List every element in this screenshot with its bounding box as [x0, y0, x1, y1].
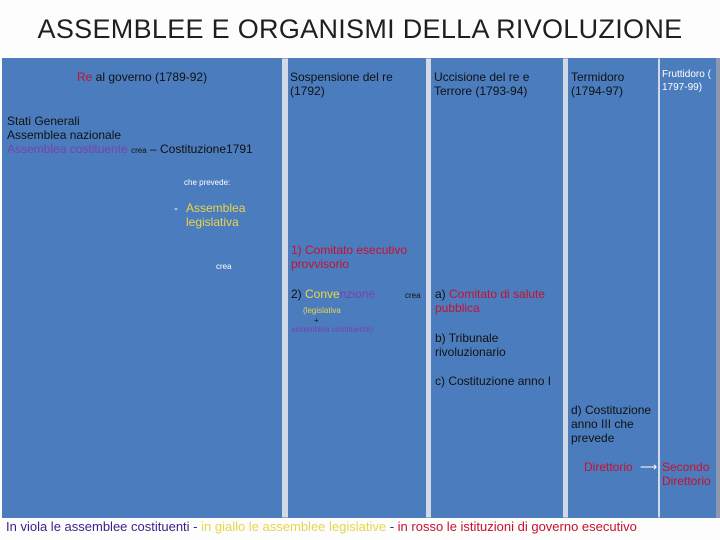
- costituzione-anno-i: c) Costituzione anno I: [435, 374, 552, 388]
- crea-label-2: crea: [216, 262, 232, 271]
- convenzione-plus: +: [314, 316, 319, 325]
- column-termidoro: [568, 58, 658, 518]
- costituzione-anno-iii: d) Costituzione anno III che prevede: [571, 403, 652, 445]
- convenzione-part-b: nzione: [339, 287, 376, 301]
- bullet-dash: -: [174, 201, 178, 215]
- page-title: ASSEMBLEE E ORGANISMI DELLA RIVOLUZIONE: [37, 14, 683, 44]
- convenzione-part-a: Conve: [305, 287, 340, 301]
- crea-label-1: crea: [131, 146, 147, 155]
- legend-red: in rosso le istituzioni di governo esecutivo: [397, 519, 637, 534]
- direttorio-line: [584, 460, 662, 474]
- header-termidoro: Termidoro (1794-97): [571, 70, 625, 98]
- right-edge-bar: [716, 58, 720, 518]
- crea-label-3: crea: [405, 291, 421, 300]
- header-re-al-governo: [77, 70, 277, 84]
- che-prevede: che prevede:: [184, 178, 231, 187]
- legend-purple: In viola le assemblee costituenti -: [6, 519, 202, 534]
- column-fruttidoro: [660, 58, 716, 518]
- arrow-right-icon: ⟶: [640, 460, 658, 474]
- header-re-rest: al governo (1789-92): [92, 70, 208, 84]
- header-fruttidoro: Fruttidoro ( 1797-99): [662, 69, 711, 93]
- header-re-word: Re: [77, 70, 93, 84]
- assemblea-costituente-line: [7, 142, 287, 156]
- comitato-salute-pubblica-line: [435, 287, 563, 315]
- costituzione-1791: – Costituzione1791: [149, 142, 253, 156]
- convenzione-number: 2): [291, 287, 306, 301]
- header-uccisione: Uccisione del re e Terrore (1793-94): [434, 70, 530, 98]
- comitato-esecutivo-provvisorio: 1) Comitato esecutivo provvisorio: [291, 243, 408, 271]
- header-sospensione: Sospensione del re (1792): [290, 70, 393, 98]
- color-legend: [6, 518, 718, 536]
- assemblea-nazionale: Assemblea nazionale: [7, 128, 122, 142]
- item-a-label: a): [435, 287, 450, 301]
- convenzione-costituente: assemblea costituente): [291, 325, 374, 334]
- legend-yellow: in giallo le assemblee legislative: [201, 519, 387, 534]
- convenzione-line: [291, 287, 423, 301]
- legend-separator: -: [386, 519, 398, 534]
- stati-generali: Stati Generali: [7, 114, 80, 128]
- comitato-salute-pubblica: Comitato di salute pubblica: [435, 287, 546, 315]
- assemblea-costituente: Assemblea costituente: [7, 142, 128, 156]
- secondo-direttorio: Secondo Direttorio: [662, 460, 711, 488]
- assemblea-legislativa: Assemblea legislativa: [186, 201, 246, 229]
- direttorio: Direttorio: [584, 460, 633, 474]
- convenzione-legislativa: (legislativa: [303, 306, 341, 315]
- tribunale-rivoluzionario: b) Tribunale rivoluzionario: [435, 331, 506, 359]
